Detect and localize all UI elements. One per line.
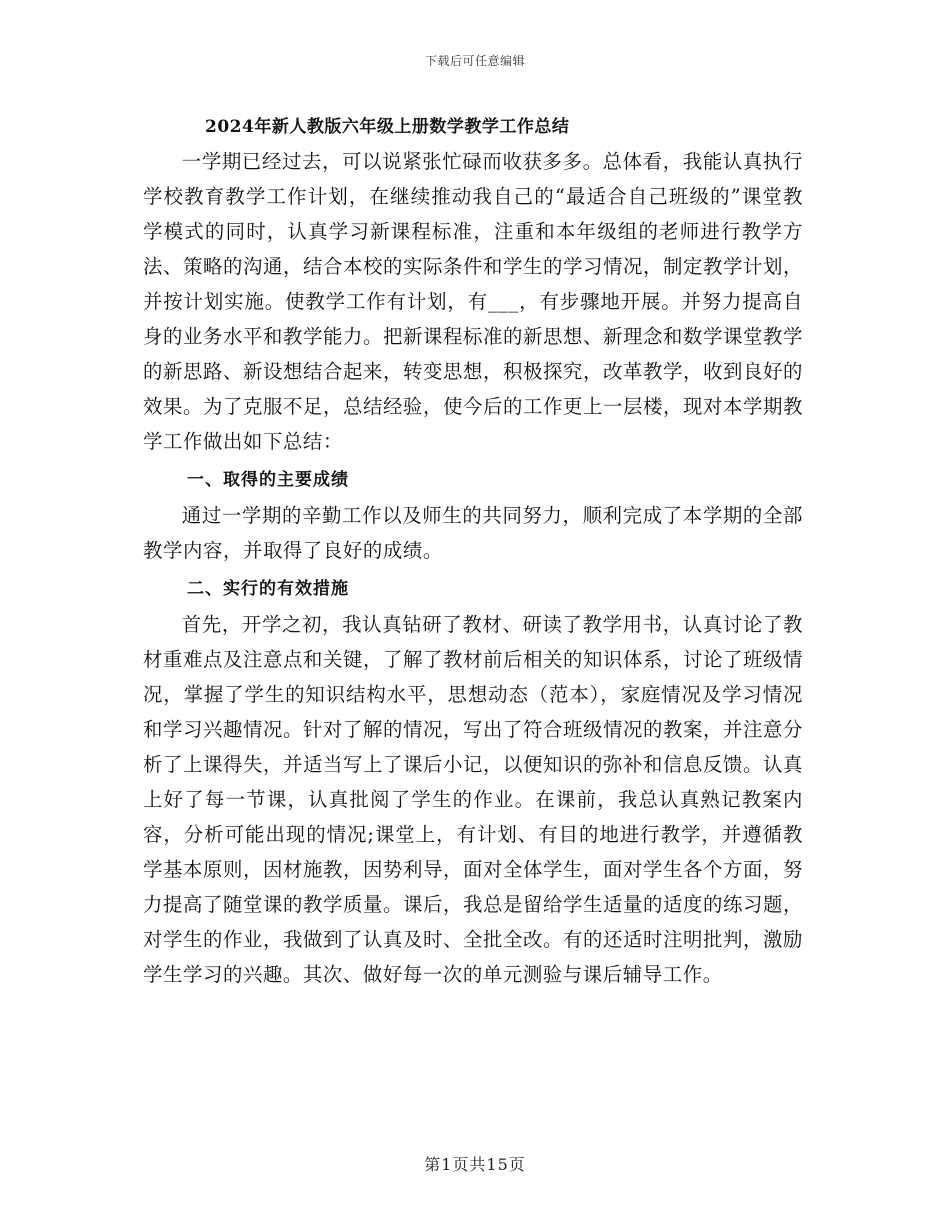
measures-paragraph: 首先，开学之初，我认真钻研了教材、研读了教学用书，认真讨论了教材重难点及注意点和关键，了解了教材前后相关的知识体系，讨论了班级情况，掌握了学生的知识结构水平，思想动态（范本），家庭情况及学习情况和学习兴趣情况。针对了解的情况，写出了符合班级情况的教案，并注意分析了上课得失，并适当写上了课后小记，以便知识的弥补和信息反馈。认真上好了每一节课，认真批阅了学生的作业。在课前，我总认真熟记教案内容，分析可能出现的情况;课堂上，有计划、有目的地进行教学，并遵循教学基本原则，因材施教，因势利导，面对全体学生，面对学生各个方面，努力提高了随堂课的教学质量。课后，我总是留给学生适量的适度的练习题，对学生的作业，我做到了认真及时、全批全改。有的还适时注明批判，激励学生学习的兴趣。其次、做好每一次的单元测验与课后辅导工作。 <box>143 613 803 986</box>
document-body <box>143 110 803 992</box>
section-heading-achievements: 一、取得的主要成绩 <box>187 470 349 490</box>
page-number-footer: 第1页共15页 <box>424 1155 526 1174</box>
achievements-paragraph: 通过一学期的辛勤工作以及师生的共同努力，顺利完成了本学期的全部教学内容，并取得了良好的成绩。 <box>143 504 803 562</box>
intro-paragraph: 一学期已经过去，可以说紧张忙碌而收获多多。总体看，我能认真执行学校教育教学工作计划，在继续推动我自己的“最适合自己班级的”课堂教学模式的同时，认真学习新课程标准，注重和本年级组的老师进行教学方法、策略的沟通，结合本校的实际条件和学生的学习情况，制定教学计划，并按计划实施。使教学工作有计划，有___，有步骤地开展。并努力提高自身的业务水平和教学能力。把新课程标准的新思想、新理念和数学课堂教学的新思路、新设想结合起来，转变思想，积极探究，改革教学，收到良好的效果。为了克服不足，总结经验，使今后的工作更上一层楼，现对本学期教学工作做出如下总结： <box>143 150 803 453</box>
section-heading-measures: 二、实行的有效措施 <box>187 579 349 599</box>
document-title: 2024年新人教版六年级上册数学教学工作总结 <box>205 117 570 137</box>
page-header-note: 下载后可任意编辑 <box>424 54 525 68</box>
